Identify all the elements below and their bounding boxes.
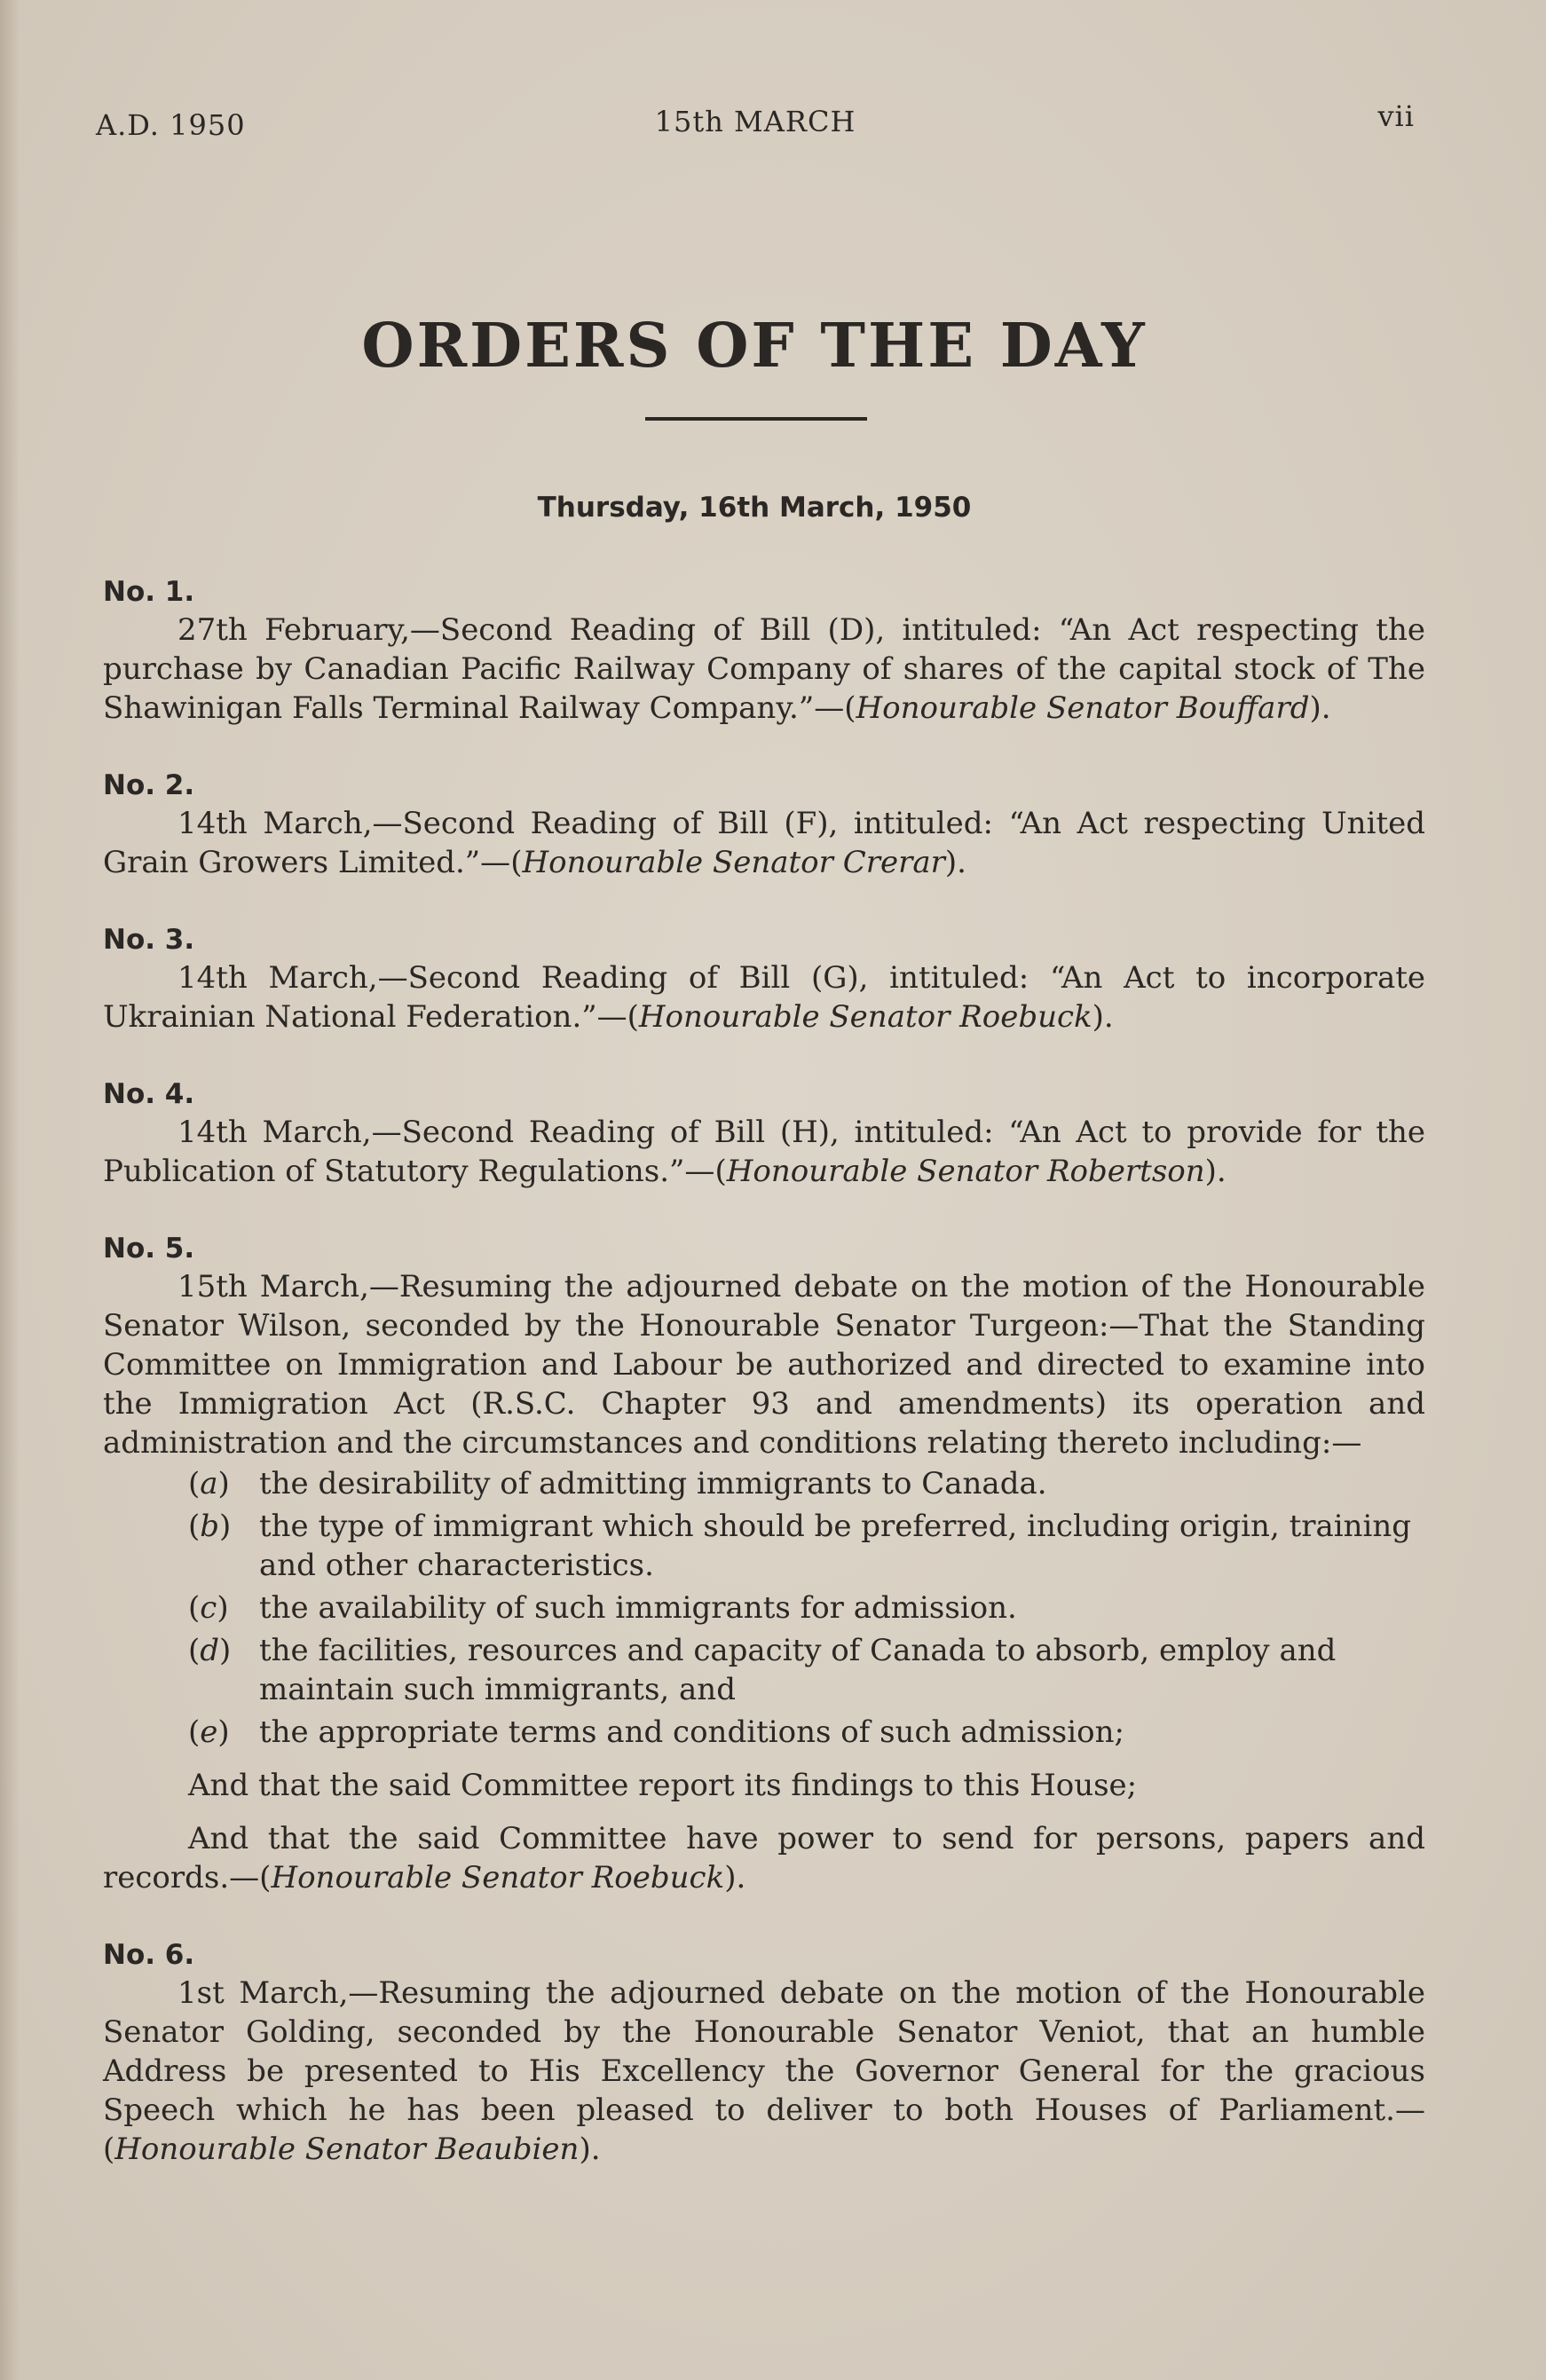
page-title: ORDERS OF THE DAY (361, 311, 1148, 382)
power-clause: And that the said Committee have power to send for persons, papers and records.—(Honourable Senator Roebuck). (103, 1821, 1425, 1895)
item-text: the facilities, resources and capacity of Canada to absorb, employ and maintain such immigrants, and (259, 1633, 1337, 1707)
order-senator: Honourable Senator Roebuck (271, 1860, 725, 1895)
order-item-4 (103, 1076, 1425, 1191)
list-item: (e) the appropriate terms and conditions of such admission; (188, 1714, 1124, 1750)
order-number: No. 3. (103, 924, 195, 956)
orders-list (103, 573, 1425, 2208)
item-letter: d (200, 1633, 220, 1668)
order-text: 14th March,—Second Reading of Bill (H), intituled: “An Act to provide for the Publication of Statutory Regulations.”—(Honourable Senator Robertson). (103, 1115, 1425, 1189)
order-text: 14th March,—Second Reading of Bill (F), intituled: “An Act respecting United Grain Growers Limited.”—(Honourable Senator Crerar). (103, 806, 1425, 880)
item-text: the type of immigrant which should be preferred, including origin, training and other characteristics. (259, 1509, 1412, 1583)
sitting-date: Thursday, 16th March, 1950 (537, 492, 972, 524)
list-item: (b) the type of immigrant which should be preferred, including origin, training and other characteristics. (188, 1509, 1412, 1583)
list-item: (a) the desirability of admitting immigrants to Canada. (188, 1466, 1047, 1501)
order-text: 14th March,—Second Reading of Bill (G), intituled: “An Act to incorporate Ukrainian National Federation.”—(Honourable Senator Roebuck). (103, 960, 1425, 1035)
order-body: 14th March,—Second Reading of Bill (G), intituled: “An Act to incorporate Ukrainian National Federation.”— (103, 960, 1425, 1035)
item-letter: b (200, 1509, 220, 1544)
order-item-2 (103, 767, 1425, 882)
item-letter: a (200, 1466, 218, 1501)
list-item: (c) the availability of such immigrants for admission. (188, 1590, 1017, 1626)
order-number: No. 6. (103, 1939, 195, 1971)
order-item-3 (103, 921, 1425, 1036)
order-body: 14th March,—Second Reading of Bill (H), intituled: “An Act to provide for the Publication of Statutory Regulations.”— (103, 1115, 1425, 1189)
order-body: 1st March,—Resuming the adjourned debate on the motion of the Honourable Senator Golding, seconded by the Honourable Senator Veniot, that an humble Address be presented to His Excellency the Governor General for the gracious Speech which he has been pleased to deliver to both Houses of Parliament.— (103, 1975, 1425, 2128)
order-number: No. 1. (103, 576, 195, 608)
order-item-6 (103, 1936, 1425, 2169)
order-senator: Honourable Senator Beaubien (114, 2132, 580, 2167)
item-text: the appropriate terms and conditions of such admission; (259, 1714, 1124, 1750)
item-text: the availability of such immigrants for admission. (259, 1590, 1017, 1626)
item-letter: e (200, 1714, 218, 1750)
running-header (96, 99, 1415, 149)
list-item: (d) the facilities, resources and capacity of Canada to absorb, employ and maintain such immigrants, and (188, 1633, 1337, 1707)
order-senator: Honourable Senator Roebuck (638, 999, 1092, 1035)
order-body: 27th February,—Second Reading of Bill (D), intituled: “An Act respecting the purchase by Canadian Pacific Railway Company of shares of the capital stock of The Shawinigan Falls Terminal Railway Company.”— (103, 612, 1425, 726)
order-body: 15th March,—Resuming the adjourned debate on the motion of the Honourable Senator Wilson, seconded by the Honourable Senator Turgeon:—That the Standing Committee on Immigration and Labour be authorized and directed to examine into the Immigration Act (R.S.C. Chapter 93 and amendments) its operation and administration and the circumstances and conditions relating thereto including:— (103, 1269, 1425, 1461)
order-text: 1st March,—Resuming the adjourned debate on the motion of the Honourable Senator Golding, seconded by the Honourable Senator Veniot, that an humble Address be presented to His Excellency the Governor General for the gracious Speech which he has been pleased to deliver to both Houses of Parliament.—(Honourable Senator Beaubien). (103, 1975, 1425, 2167)
order-item-1 (103, 573, 1425, 728)
order-body: 14th March,—Second Reading of Bill (F), intituled: “An Act respecting United Grain Growers Limited.”— (103, 806, 1425, 880)
item-text: the desirability of admitting immigrants to Canada. (259, 1466, 1047, 1501)
order-number: No. 5. (103, 1233, 195, 1265)
header-year: A.D. 1950 (96, 108, 246, 142)
header-date: 15th MARCH (654, 105, 856, 138)
order-text: 27th February,—Second Reading of Bill (D), intituled: “An Act respecting the purchase by Canadian Pacific Railway Company of shares of the capital stock of The Shawinigan Falls Terminal Railway Company.”—(Honourable Senator Bouffard). (103, 612, 1425, 726)
inquiry-items (103, 1464, 1425, 1752)
order-number: No. 2. (103, 769, 195, 801)
clause-body: And that the said Committee have power to send for persons, papers and records.— (103, 1821, 1425, 1895)
title-divider (645, 417, 867, 421)
report-clause: And that the said Committee report its findings to this House; (188, 1768, 1138, 1803)
order-senator: Honourable Senator Robertson (726, 1154, 1205, 1189)
header-page-number: vii (1377, 99, 1415, 133)
order-senator: Honourable Senator Bouffard (856, 690, 1310, 726)
order-senator: Honourable Senator Crerar (522, 845, 945, 880)
order-item-5 (103, 1230, 1425, 1897)
order-number: No. 4. (103, 1078, 195, 1110)
item-letter: c (200, 1590, 217, 1626)
